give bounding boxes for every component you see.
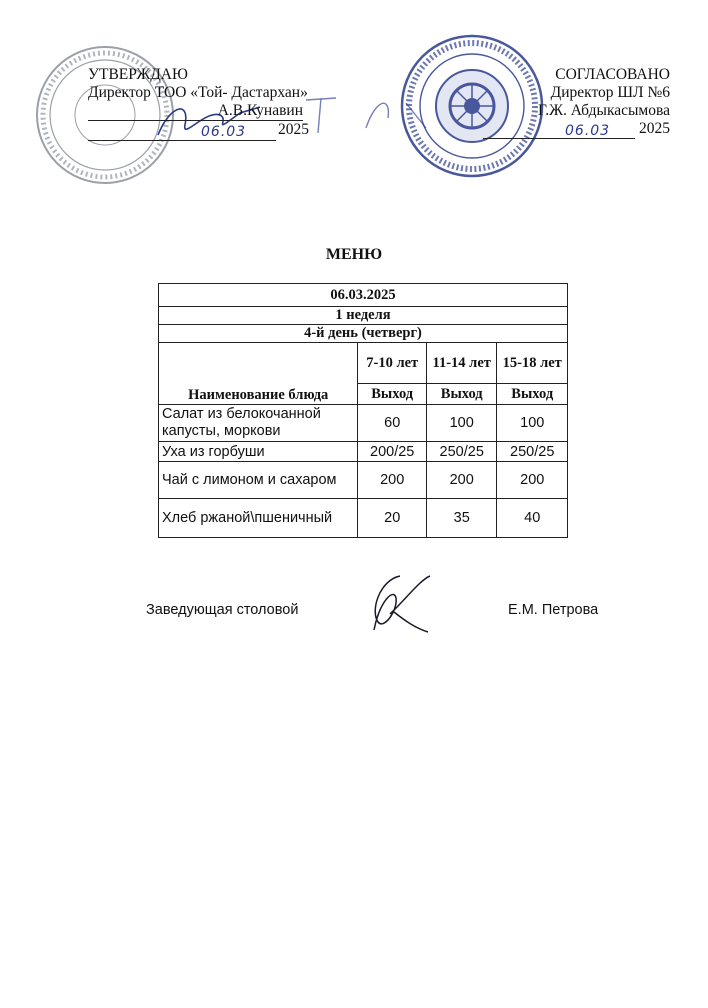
agree-date-handwritten: 06.03	[565, 123, 611, 139]
table-row	[159, 499, 568, 538]
menu-day: 4-й день (четверг)	[159, 325, 568, 343]
menu-week: 1 неделя	[159, 307, 568, 325]
menu-date: 06.03.2025	[159, 284, 568, 307]
menu-table	[158, 283, 568, 538]
dish-output: 100	[497, 405, 568, 442]
page-title: МЕНЮ	[325, 246, 383, 263]
dish-name: Чай с лимоном и сахаром	[159, 462, 358, 499]
agree-name: Г.Ж. Абдыкасымова	[538, 102, 670, 119]
dish-output: 200	[497, 462, 568, 499]
agree-position: Директор ШЛ №6	[550, 84, 670, 101]
approve-name: А.В.Кунавин	[217, 102, 303, 119]
column-header-output: Выход	[358, 384, 427, 405]
age-group-header: 7-10 лет	[358, 343, 427, 384]
age-group-header: 11-14 лет	[426, 343, 497, 384]
dish-name: Хлеб ржаной\пшеничный	[159, 499, 358, 538]
approve-year: 2025	[278, 121, 309, 138]
dish-output: 250/25	[497, 442, 568, 462]
approve-date-handwritten: 06.03	[201, 124, 247, 140]
dish-output: 35	[426, 499, 497, 538]
agree-heading: СОГЛАСОВАНО	[555, 66, 670, 83]
canteen-manager-signature	[360, 570, 435, 640]
dish-output: 250/25	[426, 442, 497, 462]
approve-name-line	[88, 102, 303, 121]
column-header-dish-label: Наименование блюда	[188, 387, 329, 403]
approve-position: Директор ТОО «Той- Дастархан»	[88, 84, 308, 101]
footer-name: Е.М. Петрова	[508, 602, 599, 618]
dish-output: 100	[426, 405, 497, 442]
column-header-dish	[159, 343, 358, 405]
dish-output: 20	[358, 499, 427, 538]
table-row	[159, 462, 568, 499]
approval-block	[88, 66, 318, 141]
agree-date-line	[395, 120, 670, 139]
agreement-block	[395, 66, 670, 139]
agree-year: 2025	[639, 120, 670, 137]
age-group-header: 15-18 лет	[497, 343, 568, 384]
approve-heading: УТВЕРЖДАЮ	[88, 66, 188, 83]
table-row-age-groups	[159, 343, 568, 384]
dish-output: 60	[358, 405, 427, 442]
approve-date-line	[88, 121, 309, 141]
table-row-date	[159, 284, 568, 307]
table-row	[159, 405, 568, 442]
table-row-week	[159, 307, 568, 325]
agree-date-underline	[483, 138, 635, 139]
dish-output: 200/25	[358, 442, 427, 462]
dish-name: Салат из белокочанной капусты, моркови	[159, 405, 358, 442]
column-header-output: Выход	[497, 384, 568, 405]
footer-role: Заведующая столовой	[146, 602, 299, 618]
table-row-day	[159, 325, 568, 343]
dish-output: 200	[358, 462, 427, 499]
column-header-output: Выход	[426, 384, 497, 405]
dish-output: 200	[426, 462, 497, 499]
dish-name: Уха из горбуши	[159, 442, 358, 462]
table-row	[159, 442, 568, 462]
dish-output: 40	[497, 499, 568, 538]
